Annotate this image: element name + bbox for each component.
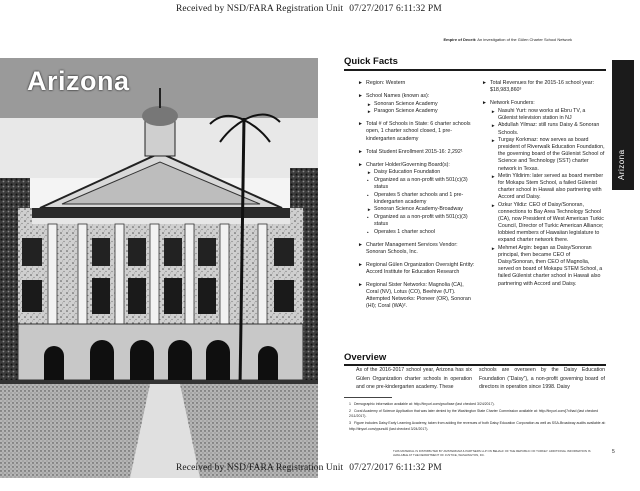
quick-facts-rule — [344, 69, 606, 71]
footnote-number: 1 — [349, 402, 351, 406]
sub-bullet-arrow-icon: ► — [367, 207, 372, 213]
footnote-text: Demographic information available at: http://tinyurl.com/gwu9ase (last checked 3/24/2017). — [354, 402, 495, 406]
founder-text: Nasuhi Yurt: now works at Ebru TV, a Gülenist television station in NJ — [498, 107, 586, 121]
charter-holder-item — [366, 214, 476, 228]
charter-holder-item — [366, 229, 476, 236]
founder-item — [490, 122, 606, 136]
founder-text: Metin Yildirim: later served as board member for Mokapu Stem School, a failed Gülenist charter school in Hawaii also partnering with Accord and Daisy. — [498, 173, 604, 201]
fact-enrollment-text: Total Student Enrollment 2015-16: 2,292¹ — [366, 148, 463, 155]
sub-bullet-arrow-icon: • — [367, 177, 369, 183]
fact-network-founders-label: Network Founders: — [490, 100, 535, 107]
quick-facts-left-column — [358, 80, 476, 316]
fact-enrollment — [358, 149, 476, 156]
overview-text-left: As of the 2016-2017 school year, Arizona has six Gülen Organization charter schools in operation and one pre-kindergarten academy. These — [356, 367, 472, 390]
overview-heading: Overview — [344, 352, 387, 363]
sub-bullet-arrow-icon: ► — [491, 203, 496, 208]
received-stamp-top — [176, 4, 442, 14]
bullet-arrow-icon: ► — [358, 282, 363, 289]
footnote — [349, 402, 611, 407]
charter-holder-item — [366, 177, 476, 191]
fact-school-names — [358, 93, 476, 115]
bullet-arrow-icon: ► — [482, 100, 487, 107]
footnotes — [349, 402, 611, 434]
bullet-arrow-icon: ► — [358, 161, 363, 168]
charter-holder-text: Organized as a non-profit with 501(c)(3) status — [374, 213, 468, 227]
school-name-text: Paragon Science Academy — [374, 108, 438, 115]
fact-management-vendor-text: Charter Management Services Vendor: Sonoran Schools, Inc. — [366, 241, 458, 255]
sub-bullet-arrow-icon: ► — [491, 108, 496, 114]
charter-holder-text: Operates 5 charter schools and 1 pre-kindergarten academy — [374, 191, 464, 205]
sub-bullet-arrow-icon: • — [367, 192, 369, 198]
bullet-arrow-icon: ► — [482, 80, 487, 86]
footnote-number: 3 — [349, 421, 351, 426]
capitol-building-photo — [0, 58, 318, 478]
bullet-arrow-icon: ► — [358, 241, 363, 248]
bullet-arrow-icon: ► — [358, 80, 363, 86]
charter-holder-item — [366, 206, 476, 213]
report-source-subtitle: An investigation of the Gülen Charter School Network — [477, 37, 572, 42]
sub-bullet-arrow-icon: ► — [491, 174, 496, 180]
footnote-number: 2 — [349, 408, 351, 413]
fact-network-founders — [482, 100, 606, 287]
quick-facts-heading: Quick Facts — [344, 56, 398, 67]
fact-management-vendor — [358, 242, 476, 256]
report-source-title: Empire of Deceit: — [443, 37, 477, 42]
founder-item — [490, 245, 606, 288]
fact-revenues-text: Total Revenues for the 2015-16 school year: $18,983,860³ — [490, 80, 594, 94]
charter-holder-text: Sonoran Science Academy-Broadway — [374, 206, 463, 213]
sub-bullet-arrow-icon: ► — [367, 170, 372, 176]
charter-holder-item — [366, 192, 476, 206]
school-name-item — [366, 101, 476, 108]
received-stamp-text: Received by NSD/FARA Registration Unit — [176, 463, 344, 473]
sub-bullet-arrow-icon: • — [367, 214, 369, 220]
sub-bullet-arrow-icon: ► — [491, 246, 496, 252]
footnote-text: Coral Academy of Science Application that was later denied by the Washington State Charter Commission available at: http://tinyurl.com/j7xlhad (last checked 2/11/2017). — [349, 408, 599, 419]
fact-charter-holder-label: Charter Holder/Governing Board(s): — [366, 161, 450, 168]
founder-text: Mehmet Argin: began as Daisy/Sonoran principal, then became CEO of Daisy/Sonoran, then CEO of Magnolia, served on board of Mokapu STEM School, a failed Gülenist charter school in Hawaii also partnering with Accord and Daisy. — [498, 245, 603, 287]
fact-oversight-entity-text: Regional Gülen Organization Oversight Entity: Accord Institute for Education Research — [366, 261, 475, 275]
founder-text: Abdullah Yilmaz: still runs Daisy & Sonoran Schools. — [498, 122, 600, 136]
bullet-arrow-icon: ► — [358, 148, 363, 155]
founder-item — [490, 108, 606, 122]
school-name-item — [366, 108, 476, 115]
founder-item — [490, 173, 606, 201]
fact-region-text: Region: Western — [366, 80, 406, 86]
received-stamp-bottom — [176, 463, 442, 473]
charter-holder-text: Organized as a non-profit with 501(c)(3) status — [374, 176, 468, 191]
footnote-text: Figure includes Daisy Early Learning Academy, taken from adding the revenues of both Daisy Education Corporation as well as SSA-Broadway audits available at: http://tinyurl.com/ppunul6 (last checked 3/24/2017). — [349, 421, 606, 431]
bullet-arrow-icon: ► — [358, 93, 363, 100]
sub-bullet-arrow-icon: ► — [367, 101, 372, 107]
state-side-tab-label: Arizona — [617, 149, 626, 180]
fact-revenues — [482, 80, 606, 94]
founder-text: Turgay Korkmaz: now serves as board president of Riverwalk Education Foundation, the governing board of the Gülenist School of Science and Technology (SST) charter network in Texas. — [498, 137, 605, 172]
footnote-rule — [344, 397, 392, 398]
fact-sister-networks-text: Regional Sister Networks: Magnolia (CA), Coral (NV), Lotus (CO), Beehive (UT). Attempted Networks: Pioneer (OR), Sonoran (HI); Coral (WA)². — [366, 282, 471, 310]
sub-bullet-arrow-icon: ► — [491, 138, 496, 144]
fact-sister-networks — [358, 282, 476, 310]
bullet-arrow-icon: ► — [358, 121, 363, 128]
charter-holder-text: Operates 1 charter school — [374, 228, 435, 235]
received-stamp-text: Received by NSD/FARA Registration Unit — [176, 4, 344, 14]
received-stamp-timestamp: 07/27/2017 6:11:32 PM — [349, 463, 442, 473]
bullet-arrow-icon: ► — [358, 261, 363, 268]
footnote — [349, 421, 611, 432]
fact-charter-holder — [358, 162, 476, 236]
quick-facts-right-column — [482, 80, 606, 294]
footnote — [349, 409, 611, 420]
sub-bullet-arrow-icon: ► — [491, 123, 496, 129]
sub-bullet-arrow-icon: • — [367, 229, 369, 235]
report-source-header — [443, 37, 572, 42]
charter-holder-item — [366, 169, 476, 176]
founder-item — [490, 202, 606, 245]
fact-oversight-entity — [358, 262, 476, 276]
fact-total-schools-text: Total # of Schools in State: 6 charter schools open, 1 charter school closed, 1 pre-kindergarten academy — [366, 121, 471, 142]
page-number: 5 — [612, 449, 615, 455]
overview-text-right: schools are overseen by the Daisy Education Foundation (“Daisy”), a non-profit governing board of directors in operation since 1998. Daisy — [479, 367, 605, 390]
state-title: Arizona — [27, 66, 130, 96]
fact-total-schools — [358, 121, 476, 142]
received-stamp-timestamp: 07/27/2017 6:11:32 PM — [349, 4, 442, 14]
fara-notice: THIS MATERIAL IS DISTRIBUTED BY AMSTERDAM & PARTNERS LLP ON BEHALF OF THE REPUBLIC OF TURKEY. ADDITIONAL INFORMATION IS AVAILABLE AT THE DEPARTMENT OF JUSTICE, WASHINGTON, DC. — [393, 449, 591, 457]
founder-item — [490, 137, 606, 172]
founder-text: Ozkur Yildiz: CEO of Daisy/Sonoran, connections to Bay Area Technology School (CA), now President of West American Turkic Council, Director of Turkic American Alliance; lobbied members of Hawaiian legislature to expand charter network there. — [498, 202, 604, 244]
sub-bullet-arrow-icon: ► — [367, 109, 372, 115]
charter-holder-text: Daisy Education Foundation — [374, 169, 441, 176]
fact-region — [358, 80, 476, 87]
school-name-text: Sonoran Science Academy — [374, 100, 438, 107]
state-side-tab — [612, 60, 634, 190]
fact-school-names-label: School Names (known as): — [366, 93, 430, 100]
